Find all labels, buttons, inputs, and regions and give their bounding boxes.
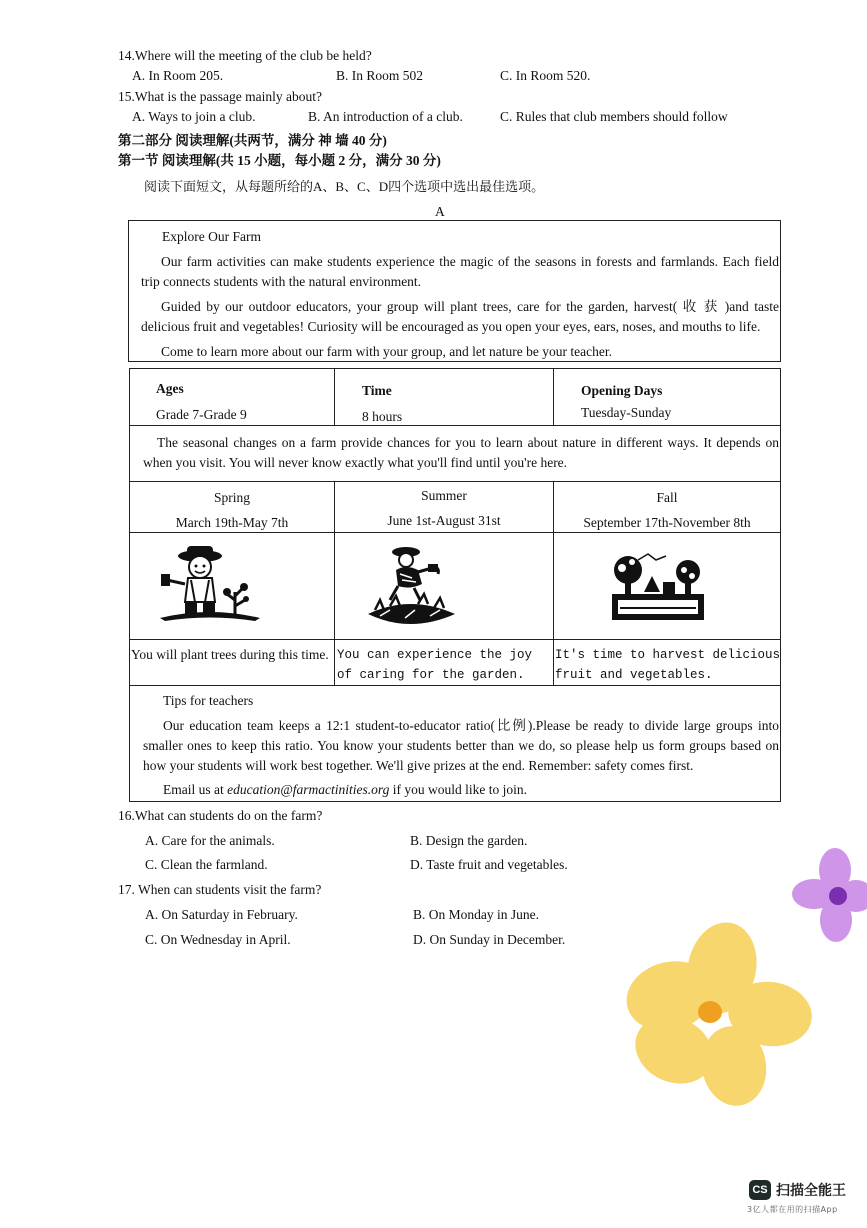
summer-name: Summer [421,488,467,503]
section-one-heading: 第一节 阅读理解(共 15 小题，每小题 2 分，满分 30 分) [118,153,441,168]
time-value: 8 hours [362,409,403,424]
intro-title: Explore Our Farm [162,229,261,244]
scanner-watermark [746,1178,856,1222]
question-15-option-c[interactable]: C. Rules that club members should follow [500,109,728,124]
intro-paragraph-3: Come to learn more about our farm with your group, and let nature be your teacher. [161,344,612,359]
opening-days-value: Tuesday-Sunday [581,405,672,420]
opening-days-label: Opening Days [581,383,663,398]
tips-body: Our education team keeps a 12:1 student-to-educator ratio(比例).Please be ready to divide large groups into smaller ones to keep this ratio. You know your students better than we do, so please help us form groups based on how your students will work best together. We'll give prizes at the end. Remember: safety comes first. [143,718,779,773]
question-15-option-a[interactable]: A. Ways to join a club. [132,109,256,124]
intro-paragraph-1: Our farm activities can make students experience the magic of the seasons in forests and farmlands. Each field trip connects students with the natural environment. [141,254,779,289]
summer-activity-line-1: You can experience the joy [337,648,533,662]
tips-email-prefix: Email us at [163,782,228,797]
scanner-tagline: 3亿人都在用的扫描App [747,1205,838,1214]
fall-name: Fall [656,490,678,505]
table-divider [129,685,781,686]
question-15-option-b[interactable]: B. An introduction of a club. [308,109,463,124]
question-16-option-d[interactable]: D. Taste fruit and vegetables. [410,857,568,872]
passage-letter: A [435,204,445,219]
question-14-option-b[interactable]: B. In Room 502 [336,68,424,83]
child-planting-tree-illustration [155,540,265,629]
time-label: Time [362,383,392,398]
question-16-option-b[interactable]: B. Design the garden. [410,833,528,848]
question-17-stem: 17. When can students visit the farm? [118,882,322,897]
fall-activity-line-2: fruit and vegetables. [555,668,713,682]
intro-box [128,220,781,362]
question-17-option-a[interactable]: A. On Saturday in February. [145,907,298,922]
question-17-option-b[interactable]: B. On Monday in June. [413,907,539,922]
yellow-flower-decoration [622,918,812,1112]
spring-activity: You will plant trees during this time. [131,647,329,662]
child-watering-garden-illustration [360,544,465,636]
intro-paragraph-2: Guided by our outdoor educators, your group will plant trees, care for the garden, harvest( 收 获 )and taste delicious fruit and vegetables! Curiosity will be encouraged as you open your eyes, ears, noses, and mouths to life. [141,299,779,334]
table-divider [129,639,781,640]
tips-email-suffix: if you would like to join. [389,782,528,797]
summer-dates: June 1st-August 31st [387,513,501,528]
ages-value: Grade 7-Grade 9 [156,407,247,422]
table-divider [553,481,554,686]
question-16-option-c[interactable]: C. Clean the farmland. [145,857,268,872]
question-17-option-c[interactable]: C. On Wednesday in April. [145,932,291,947]
instruction-text: 阅读下面短文，从每题所给的A、B、C、D四个选项中选出最佳选项。 [144,179,545,194]
question-16-option-a[interactable]: A. Care for the animals. [145,833,275,848]
question-15-stem: 15.What is the passage mainly about? [118,89,322,104]
scanner-app-name: 扫描全能王 [776,1183,846,1199]
tips-title: Tips for teachers [163,693,254,708]
tips-email-line [163,782,527,798]
question-16-stem: 16.What can students do on the farm? [118,808,323,823]
table-divider [129,481,781,482]
table-divider [129,532,781,533]
part-two-heading: 第二部分 阅读理解(共两节，满分 神 墙 40 分) [118,133,387,148]
spring-name: Spring [213,490,250,505]
table-divider [129,425,781,426]
summer-activity-line-2: of caring for the garden. [337,668,525,682]
fall-activity-line-1: It's time to harvest delicious [555,648,781,662]
camscanner-logo-icon: CS [749,1180,771,1200]
spring-dates: March 19th-May 7th [175,515,289,530]
table-divider [334,481,335,686]
tips-email-link[interactable]: education@farmactinities.org [227,782,390,797]
fall-dates: September 17th-November 8th [583,515,751,530]
table-divider [334,368,335,426]
table-divider [553,368,554,426]
question-14-option-c[interactable]: C. In Room 520. [500,68,591,83]
question-14-option-a[interactable]: A. In Room 205. [132,68,224,83]
question-17-option-d[interactable]: D. On Sunday in December. [413,932,566,947]
ages-label: Ages [156,381,184,396]
seasonal-note: The seasonal changes on a farm provide chances for you to learn about nature in different ways. It depends on when you visit. You will never know exactly what you'll find until you're here. [143,435,779,470]
question-14-stem: 14.Where will the meeting of the club be held? [118,48,372,63]
harvest-landscape-illustration [608,546,708,628]
